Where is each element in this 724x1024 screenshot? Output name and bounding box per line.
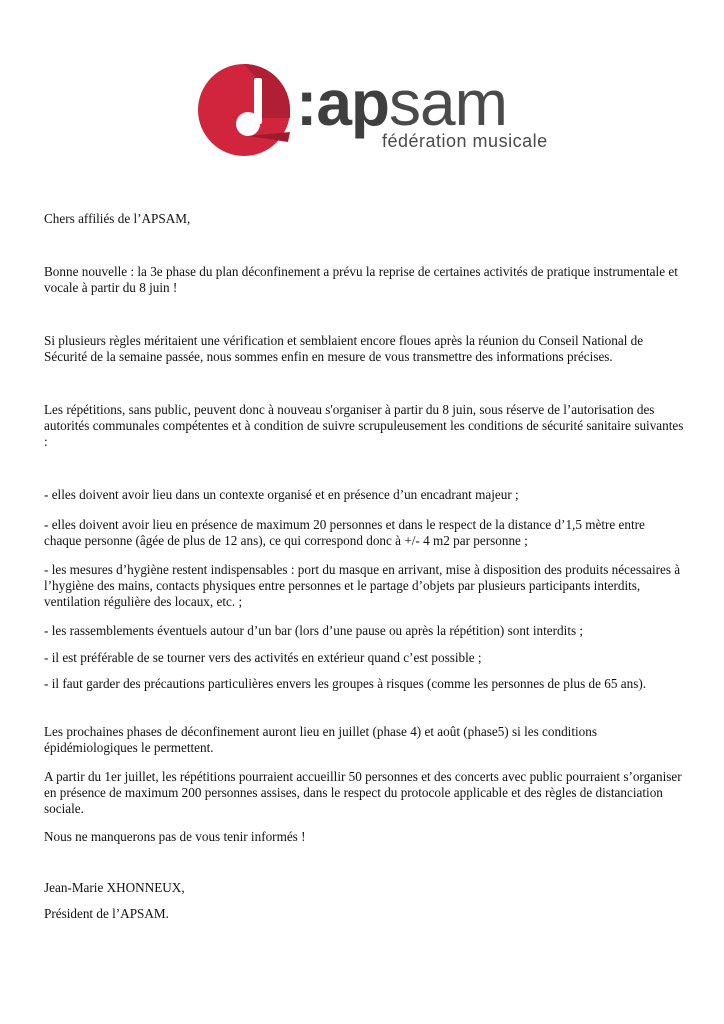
rule-list-item: - elles doivent avoir lieu en présence de maximum 20 personnes et dans le respect de la distance d’1,5 mètre entre chaque personne (âgée de plus de 12 ans), ce qui correspond donc à +/- 4 m2 par personne ;: [44, 517, 645, 548]
paragraph-rehearsal-conditions: Les répétitions, sans public, peuvent donc à nouveau s'organiser à partir du 8 juin, sous réserve de l’autorisation des autorités communales compétentes et à condition de suivre scrupuleusement les conditions de sécurité sanitaire suivantes :: [44, 402, 684, 449]
rule-list-item: - il faut garder des précautions particulières envers les groupes à risques (comme les personnes de plus de 65 ans).: [44, 676, 647, 691]
apsam-logo: [196, 60, 548, 160]
logo-sam: sam: [389, 67, 507, 139]
paragraph-july-plans: A partir du 1er juillet, les répétitions pourraient accueillir 50 personnes et des concerts avec public pourraient s’organiser en présence de maximum 200 personnes assises, dans le respect du protocole applicable et des règles de distanciation sociale.: [44, 769, 682, 816]
paragraph-next-phases: Les prochaines phases de déconfinement auront lieu en juillet (phase 4) et août (phase5) si les conditions épidémiologiques le permettent.: [44, 724, 597, 755]
music-note-logo-icon: [196, 62, 292, 158]
paragraph-good-news: Bonne nouvelle : la 3e phase du plan déconfinement a prévu la reprise de certaines activités de pratique instrumentale et vocale à partir du 8 juin !: [44, 264, 678, 295]
logo-note-head: [236, 112, 260, 136]
salutation: Chers affiliés de l’APSAM,: [44, 211, 191, 226]
rule-list-item: - il est préférable de se tourner vers des activités en extérieur quand c’est possible ;: [44, 650, 482, 665]
signature-name: Jean-Marie XHONNEUX,: [44, 880, 185, 895]
logo-ap: ap: [316, 67, 389, 139]
paragraph-closing: Nous ne manquerons pas de vous tenir informés !: [44, 829, 306, 844]
logo-wordmark: [296, 68, 507, 138]
signature-title: Président de l’APSAM.: [44, 906, 169, 921]
paragraph-rules-clarified: Si plusieurs règles méritaient une vérification et semblaient encore floues après la réunion du Conseil National de Sécurité de la semaine passée, nous sommes enfin en mesure de vous transmettre des informations précises.: [44, 333, 644, 364]
logo-colon: :: [296, 67, 317, 139]
rule-list-item: - les mesures d’hygiène restent indispensables : port du masque en arrivant, mise à disposition des produits nécessaires à l’hygiène des mains, contacts physiques entre personnes et le partage d’objets par plusieurs participants interdits, ventilation régulière des locaux, etc. ;: [44, 562, 681, 609]
rule-list-item: - les rassemblements éventuels autour d’un bar (lors d’une pause ou après la répétition) sont interdits ;: [44, 623, 584, 638]
rule-list-item: - elles doivent avoir lieu dans un contexte organisé et en présence d’un encadrant majeur ;: [44, 487, 519, 502]
logo-subtitle: fédération musicale: [382, 131, 548, 151]
